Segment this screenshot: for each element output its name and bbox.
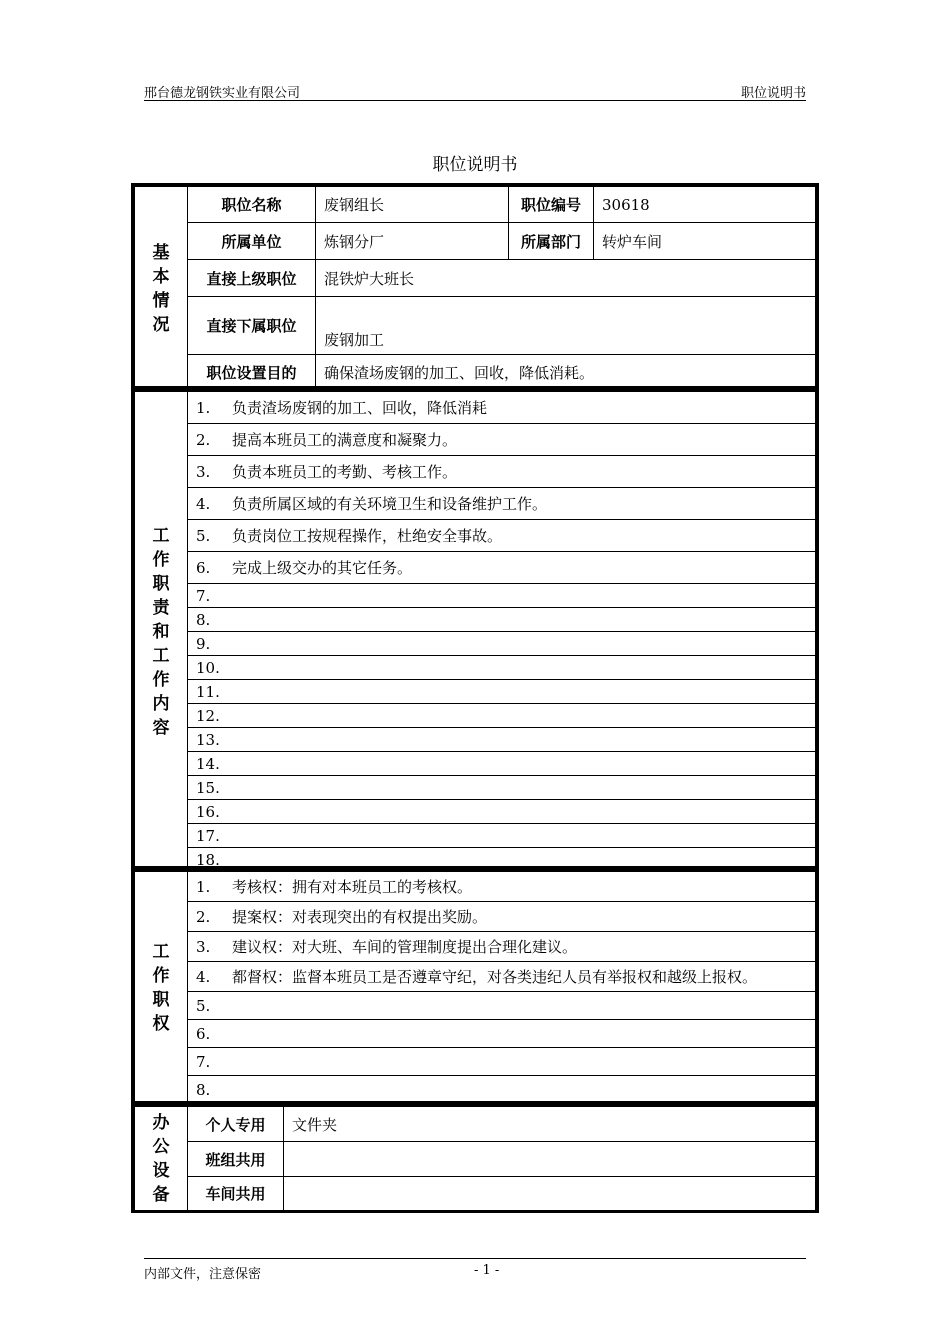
unit-value: 炼钢分厂 <box>316 223 509 260</box>
list-item-cell <box>188 520 816 552</box>
list-item-cell <box>188 632 816 656</box>
list-item <box>135 902 816 932</box>
dept-label: 所属部门 <box>509 223 594 260</box>
item-number: 6. <box>196 1024 211 1043</box>
dept-value: 转炉车间 <box>594 223 816 260</box>
list-item-cell <box>188 392 816 424</box>
list-item <box>135 656 816 680</box>
list-item-cell <box>188 1048 816 1076</box>
list-item <box>135 680 816 704</box>
item-number: 16. <box>196 802 220 821</box>
item-text: 负责所属区域的有关环境卫生和设备维护工作。 <box>232 495 548 513</box>
list-item <box>135 488 816 520</box>
list-item-cell <box>188 800 816 824</box>
item-number: 7. <box>196 586 211 605</box>
list-item-cell <box>188 680 816 704</box>
list-item <box>135 824 816 848</box>
list-item <box>135 1048 816 1076</box>
list-item-cell <box>188 552 816 584</box>
list-item-cell <box>188 704 816 728</box>
item-number: 6. <box>196 559 211 577</box>
section-label-text: 基本情况 <box>152 242 170 335</box>
item-text: 提高本班员工的满意度和凝聚力。 <box>232 431 458 449</box>
list-item-cell <box>188 424 816 456</box>
item-number: 3. <box>196 938 211 956</box>
item-text: 负责岗位工按规程操作，杜绝安全事故。 <box>232 527 503 545</box>
page-header <box>144 80 806 101</box>
item-text: 完成上级交办的其它任务。 <box>232 559 413 577</box>
item-number: 4. <box>196 968 211 986</box>
section-label-text: 办公设备 <box>152 1112 170 1205</box>
position-code-value: 30618 <box>594 187 816 223</box>
list-item <box>135 584 816 608</box>
list-item <box>135 632 816 656</box>
basic-info-table <box>134 186 816 391</box>
item-text: 建议权：对大班、车间的管理制度提出合理化建议。 <box>232 938 578 956</box>
list-item <box>135 704 816 728</box>
list-item-cell <box>188 1076 816 1104</box>
item-number: 9. <box>196 634 211 653</box>
list-item-cell <box>188 962 816 992</box>
authority-section <box>131 868 819 1104</box>
list-item <box>135 1020 816 1048</box>
duties-table <box>134 391 816 872</box>
basic-info-section <box>131 183 819 389</box>
item-number: 14. <box>196 754 220 773</box>
unit-label: 所属单位 <box>188 223 316 260</box>
header-doc-type: 职位说明书 <box>740 86 806 101</box>
item-number: 4. <box>196 495 211 513</box>
page-number: - 1 - <box>474 1263 500 1278</box>
list-item-cell <box>188 872 816 902</box>
section-label-equipment <box>135 1107 188 1211</box>
purpose-value: 确保渣场废钢的加工、回收，降低消耗。 <box>316 355 816 391</box>
position-name-value: 废钢组长 <box>316 187 509 223</box>
list-item <box>135 962 816 992</box>
page-title: 职位说明书 <box>432 155 518 175</box>
list-item-cell <box>188 992 816 1020</box>
list-item-cell <box>188 776 816 800</box>
item-number: 5. <box>196 996 211 1015</box>
equipment-table <box>134 1106 816 1211</box>
subordinate-value: 废钢加工 <box>316 297 816 355</box>
superior-value: 混铁炉大班长 <box>316 260 816 297</box>
list-item-cell <box>188 608 816 632</box>
team-value <box>284 1142 816 1177</box>
authority-table <box>134 871 816 1104</box>
page-footer <box>144 1258 806 1283</box>
subordinate-label: 直接下属职位 <box>188 297 316 355</box>
list-item <box>135 992 816 1020</box>
position-code-label: 职位编号 <box>509 187 594 223</box>
list-item-cell <box>188 752 816 776</box>
personal-label: 个人专用 <box>188 1107 284 1142</box>
item-number: 15. <box>196 778 220 797</box>
item-text: 提案权：对表现突出的有权提出奖励。 <box>232 908 488 926</box>
list-item <box>135 392 816 424</box>
list-item <box>135 932 816 962</box>
workshop-label: 车间共用 <box>188 1177 284 1211</box>
workshop-value <box>284 1177 816 1211</box>
list-item <box>135 1076 816 1104</box>
list-item <box>135 552 816 584</box>
item-number: 11. <box>196 682 220 701</box>
list-item-cell <box>188 488 816 520</box>
item-number: 8. <box>196 610 211 629</box>
list-item <box>135 776 816 800</box>
list-item-cell <box>188 656 816 680</box>
item-text: 都督权：监督本班员工是否遵章守纪，对各类违纪人员有举报权和越级上报权。 <box>232 968 758 986</box>
list-item <box>135 800 816 824</box>
item-number: 18. <box>196 850 220 869</box>
item-number: 5. <box>196 527 211 545</box>
item-number: 8. <box>196 1080 211 1099</box>
list-item <box>135 424 816 456</box>
item-number: 2. <box>196 431 211 449</box>
item-number: 17. <box>196 826 220 845</box>
position-name-label: 职位名称 <box>188 187 316 223</box>
item-number: 12. <box>196 706 220 725</box>
item-number: 13. <box>196 730 220 749</box>
item-text: 考核权：拥有对本班员工的考核权。 <box>232 878 473 896</box>
personal-value: 文件夹 <box>284 1107 816 1142</box>
team-label: 班组共用 <box>188 1142 284 1177</box>
section-label-text: 工作职权 <box>152 941 170 1034</box>
list-item-cell <box>188 1020 816 1048</box>
company-name: 邢台德龙钢铁实业有限公司 <box>144 86 301 101</box>
list-item <box>135 872 816 902</box>
section-label-basic <box>135 187 188 391</box>
item-number: 3. <box>196 463 211 481</box>
superior-label: 直接上级职位 <box>188 260 316 297</box>
item-text: 负责本班员工的考勤、考核工作。 <box>232 463 458 481</box>
item-number: 1. <box>196 878 211 896</box>
item-text: 负责渣场废钢的加工、回收，降低消耗 <box>232 399 488 417</box>
list-item-cell <box>188 932 816 962</box>
section-label-text: 工作职责和工作内容 <box>152 525 170 738</box>
list-item <box>135 520 816 552</box>
item-number: 2. <box>196 908 211 926</box>
list-item-cell <box>188 728 816 752</box>
purpose-label: 职位设置目的 <box>188 355 316 391</box>
item-number: 1. <box>196 399 211 417</box>
list-item <box>135 456 816 488</box>
item-number: 7. <box>196 1052 211 1071</box>
confidential-note: 内部文件，注意保密 <box>144 1267 262 1282</box>
duties-section <box>131 388 819 869</box>
equipment-section <box>131 1103 819 1213</box>
list-item-cell <box>188 584 816 608</box>
list-item-cell <box>188 456 816 488</box>
list-item-cell <box>188 902 816 932</box>
list-item <box>135 608 816 632</box>
section-label-duties <box>135 392 188 872</box>
section-label-authority <box>135 872 188 1104</box>
list-item <box>135 728 816 752</box>
item-number: 10. <box>196 658 220 677</box>
list-item-cell <box>188 824 816 848</box>
list-item <box>135 752 816 776</box>
